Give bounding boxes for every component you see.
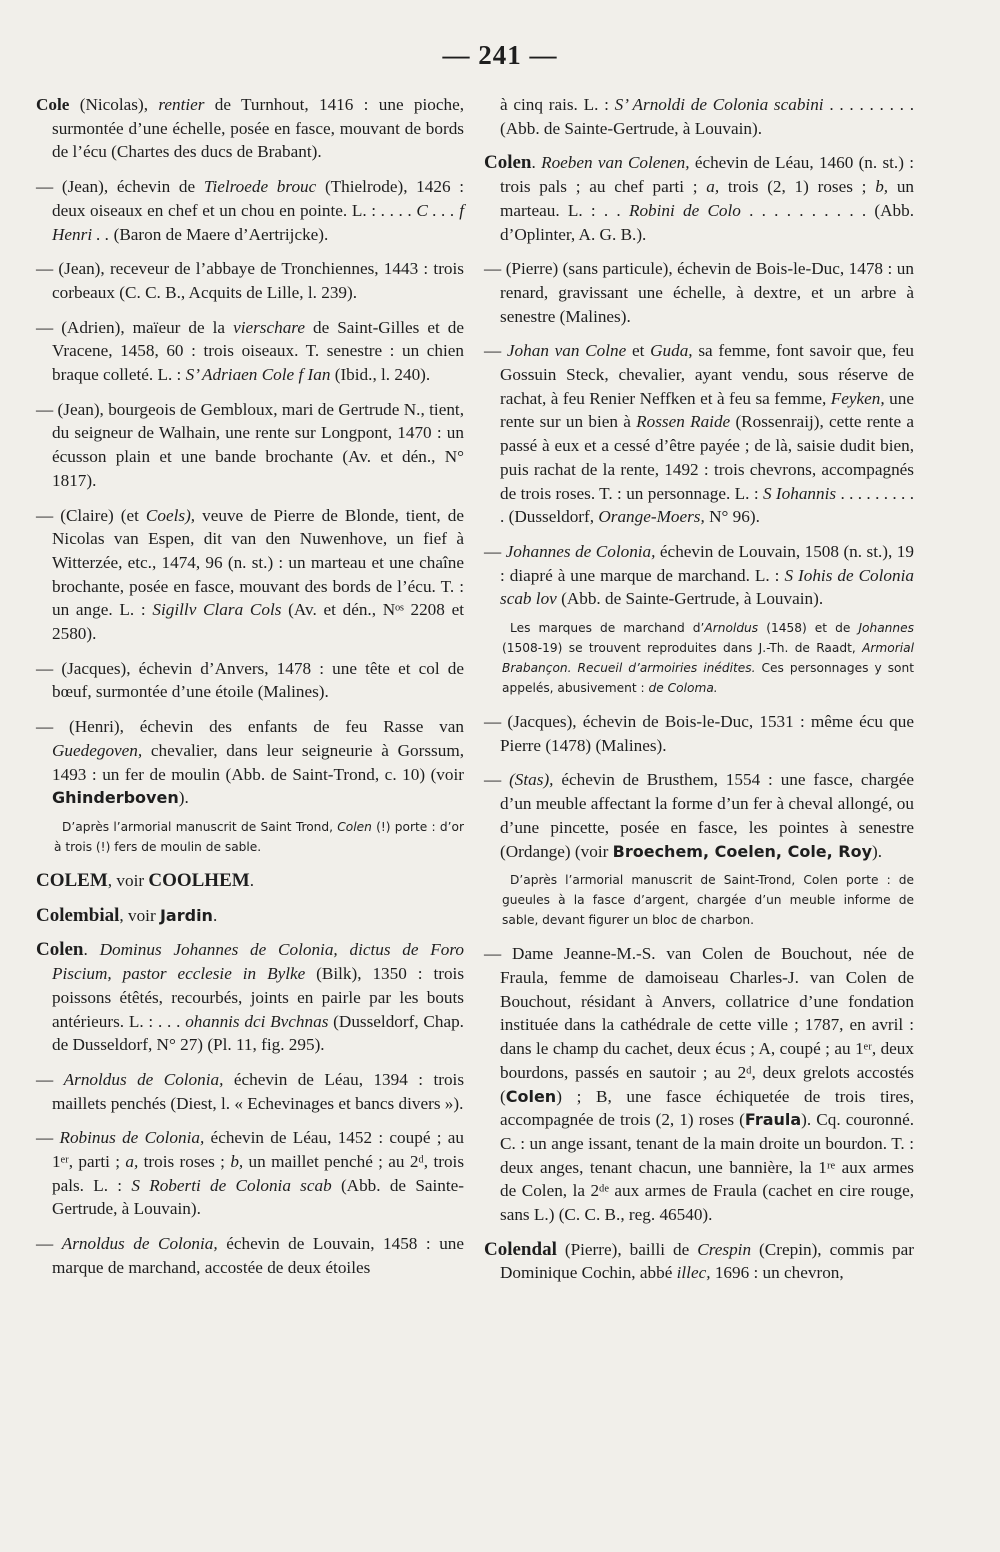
entry-text: a,	[125, 1152, 139, 1172]
entry-text: et	[626, 341, 651, 361]
entry-text: —	[484, 341, 507, 361]
cross-reference: Broechem, Coelen, Cole, Roy	[612, 841, 873, 861]
entry-text: S Iohannis	[762, 483, 837, 503]
entry-text: illec,	[676, 1263, 711, 1283]
dictionary-entry	[36, 715, 464, 810]
entry-text: Feyken,	[830, 388, 885, 408]
footnote	[502, 618, 914, 698]
footnote	[54, 817, 464, 857]
dictionary-entry	[484, 540, 914, 611]
entry-text: S Iohis de Colonia scab lov	[500, 565, 914, 609]
entry-text: de Coloma.	[648, 681, 718, 696]
dictionary-entry	[36, 504, 464, 646]
entry-text: Robinus de Colonia,	[59, 1128, 205, 1148]
dictionary-entry	[36, 1232, 464, 1279]
entry-text: , voir	[119, 905, 160, 925]
entry-text: b,	[230, 1152, 244, 1172]
entry-text: Johan van Colne	[506, 341, 627, 361]
entry-text: une rente sur un bien à	[500, 388, 915, 432]
entry-text: Roeben van Colenen,	[541, 153, 690, 173]
entry-text: sa femme, font savoir que, feu Gossuin Steck, chevalier, ayant vendu, sous réserve de rachat, à feu Renier Neffken et à feu sa femme,	[500, 341, 915, 408]
left-column	[36, 93, 464, 1291]
entry-text: (1508-19) se trouvent reproduites dans J.-Th. de Raadt,	[502, 641, 863, 656]
entry-text: Johannes de Colonia,	[505, 541, 656, 561]
entry-text: (Stas),	[509, 770, 554, 790]
entry-heading: COLEM	[36, 869, 108, 891]
entry-text: de Turnhout, 1416 : une pioche, surmontée d’une échelle, posée en fasce, mouvant de bords de l’écu (Chartes des ducs de Brabant).	[52, 95, 464, 162]
entry-text: (Crepin), commis par Dominique Cochin, abbé	[500, 1239, 914, 1283]
cross-reference: Fraula	[744, 1110, 802, 1130]
entry-text: 1696 : un chevron,	[710, 1263, 844, 1283]
entry-text: b,	[875, 177, 889, 197]
dictionary-entry	[484, 257, 914, 328]
dictionary-entry	[484, 1238, 914, 1285]
entry-text: Tielroede brouc	[203, 177, 317, 197]
dictionary-entry	[36, 657, 464, 704]
entry-text: ohannis dci Bvchnas	[185, 1011, 329, 1031]
entry-heading: Cole	[36, 95, 70, 114]
entry-text: rentier	[158, 95, 205, 114]
entry-text: —	[36, 1069, 64, 1089]
dictionary-entry	[36, 257, 464, 304]
entry-text: vierschare	[233, 317, 305, 337]
entry-heading: Colen	[36, 939, 84, 961]
entry-text: échevin de Louvain, 1508 (n. st.), 19 : diapré à une marque de marchand. L. :	[500, 541, 914, 585]
entry-text: trois roses ;	[138, 1152, 231, 1172]
entry-heading: Colembial	[36, 904, 120, 926]
entry-text: (Nicolas),	[69, 95, 159, 114]
entry-text: (Baron de Maere d’Aertrijcke).	[109, 224, 329, 244]
entry-text: — (Jacques), échevin de Bois-le-Duc, 1531 : même écu que Pierre (1478) (Malines).	[484, 712, 914, 755]
entry-text: —	[36, 1128, 60, 1148]
dictionary-entry	[484, 339, 914, 529]
entry-text: .	[531, 153, 542, 173]
entry-heading: Colen	[484, 152, 532, 174]
entry-text: , voir	[107, 870, 149, 890]
entry-text: —	[484, 770, 510, 790]
entry-text: — (Jacques), échevin d’Anvers, 1478 : une tête et col de bœuf, surmontée d’une étoile (Malines).	[36, 658, 464, 702]
cross-reference: Ghinderboven	[52, 788, 179, 808]
dictionary-entry	[36, 938, 464, 1057]
dictionary-entry	[484, 151, 914, 246]
cross-reference: Colen	[505, 1086, 557, 1106]
page-number: — 241 —	[442, 40, 558, 70]
entry-text: Ces personnages y sont appelés, abusivement :	[502, 661, 914, 696]
entry-text: — (Claire) (et	[36, 505, 146, 525]
dictionary-entry	[484, 93, 914, 140]
entry-text: D’après l’armorial manuscrit de Saint Trond,	[62, 819, 338, 834]
entry-text: ). Cq. couronné. C. : un ange issant, tenant de la main droite un bourdon. T. : deux anges, tenant chacun, une bannière, la 1ʳᵉ aux armes de Colen, la 2ᵈᵉ aux armes de Fraula (cachet en cire rouge, sans L.) (C. C. B., reg. 46540).	[500, 1110, 915, 1225]
entry-text: échevin de Louvain, 1458 : une marque de marchand, accostée de deux étoiles	[52, 1234, 465, 1277]
entry-text: — (Henri), échevin des enfants de feu Rasse van	[36, 717, 464, 737]
dictionary-entry	[484, 942, 914, 1226]
entry-text: (Abb. de Sainte-Gertrude, à Louvain).	[556, 589, 824, 609]
entry-text: . . . . . . . . . . (Abb. d’Oplinter, A. G. B.).	[500, 200, 914, 244]
entry-text: (Abb. de Sainte-Gertrude, à Louvain).	[52, 1175, 465, 1219]
entry-text: D’après l’armorial manuscrit de Saint-Trond, Colen porte : de gueules à la fasce d’argent, chargée d’un meuble informe de sable, devant figurer un bloc de charbon.	[502, 873, 914, 928]
entry-text: échevin de Léau, 1452 : coupé ; au 1ᵉʳ, parti ;	[52, 1128, 465, 1172]
dictionary-entry	[484, 710, 914, 757]
entry-text: Johannes	[858, 621, 914, 636]
entry-text: (Dusseldorf, Chap. de Dusseldorf, N° 27) (Pl. 11, fig. 295).	[52, 1011, 464, 1055]
entry-text: (Thielrode), 1426 : deux oiseaux en chef et un chou en pointe. L. : . . . .	[52, 177, 464, 220]
dictionary-entry	[36, 1126, 464, 1221]
right-column	[484, 93, 914, 1296]
entry-text: S Roberti de Colonia scab	[131, 1175, 332, 1195]
entry-text: un maillet penché ; au 2ᵈ, trois pals. L. :	[52, 1152, 465, 1195]
entry-text: Arnoldus de Colonia,	[63, 1069, 224, 1089]
entry-text: ) ; B, une fasce échiquetée de trois tires, accompagnée de trois (2, 1) roses (	[500, 1086, 914, 1130]
entry-text: à cinq rais. L. :	[500, 95, 615, 114]
dictionary-entry	[36, 869, 464, 893]
entry-heading: COOLHEM	[148, 869, 250, 891]
dictionary-entry	[36, 398, 464, 493]
entry-text: —	[484, 541, 506, 561]
entry-text: .	[83, 940, 100, 960]
entry-text: —	[36, 1234, 62, 1254]
entry-text: Armorial Brabançon. Recueil d’armoiries inédites.	[502, 641, 914, 676]
entry-text: — (Jean), receveur de l’abbaye de Tronchiennes, 1443 : trois corbeaux (C. C. B., Acquits de Lille, l. 239).	[36, 259, 464, 302]
entry-text: (Pierre), bailli de	[556, 1239, 698, 1259]
entry-text: S’ Adriaen Cole f Ian	[185, 365, 331, 385]
entry-text: Coels),	[145, 505, 196, 525]
entry-text: Arnoldus de Colonia,	[61, 1234, 218, 1254]
entry-text: ).	[872, 841, 883, 861]
entry-text: (Rossenraij), cette rente a passé à eux et a cessé d’être payée ; de là, saisie dudit bien, puis rachat de la rente, 1492 : trois chevrons, accompagnés de trois roses. T. : un personnage. L. :	[500, 412, 914, 503]
entry-text: a,	[706, 177, 720, 197]
entry-text: (1458) et de	[758, 621, 859, 636]
dictionary-entry	[36, 1068, 464, 1115]
entry-text: Crespin	[697, 1239, 752, 1259]
entry-text: échevin de Léau, 1460 (n. st.) : trois pals ; au chef parti ;	[500, 153, 914, 197]
entry-text: un marteau. L. : . .	[500, 177, 915, 220]
entry-text: Robini de Colo	[628, 200, 741, 220]
entry-text: Guda,	[650, 341, 693, 361]
entry-text: Colen	[337, 819, 372, 834]
entry-text: Sigillv Clara Cols	[152, 600, 282, 620]
dictionary-entry	[36, 93, 464, 164]
entry-text: S’ Arnoldi de Colonia scabini	[614, 95, 824, 114]
entry-text: Les marques de marchand d’	[510, 621, 705, 636]
entry-heading: Colendal	[484, 1238, 557, 1260]
entry-text: C . . . f Henri . .	[52, 200, 464, 244]
entry-text: (Bilk), 1350 : trois poissons étêtés, recourbés, joints en pairle par les bouts antérieurs. L. : . . .	[52, 964, 465, 1031]
entry-text: (Ibid., l. 240).	[330, 365, 431, 385]
entry-text: N° 96).	[704, 507, 760, 527]
dictionary-entry	[36, 904, 464, 928]
entry-text: — (Jean), bourgeois de Gembloux, mari de Gertrude N., tient, du seigneur de Walhain, une rente sur Longpont, 1470 : un écusson plain et une bande brochante (Av. et dén., N° 1817).	[36, 399, 464, 490]
dictionary-entry	[484, 768, 914, 863]
entry-text: — Dame Jeanne-M.-S. van Colen de Bouchout, née de Fraula, femme de damoiseau Charles-J. van Colen de Bouchout, résidant à Anvers, collatrice d’une fondation instituée dans la cathédrale de cette ville ; 1787, en avril : dans le champ du cachet, deux écus ; A, coupé ; au 1ᵉʳ, deux bourdons, passés en sautoir ; au 2ᵈ, deux grelots accostés (	[484, 944, 914, 1106]
entry-text: trois (2, 1) roses ;	[719, 177, 876, 197]
entry-text: — (Jean), échevin de	[36, 177, 204, 197]
entry-text: — (Adrien), maïeur de la	[36, 317, 234, 337]
entry-text: chevalier, dans leur seigneurie à Gorssum, 1493 : un fer de moulin (Abb. de Saint-Trond, c. 10) (voir	[52, 740, 464, 784]
entry-text: (!) porte : d’or à trois (!) fers de moulin de sable.	[54, 819, 464, 854]
entry-text: Arnoldus	[704, 621, 759, 636]
entry-text: Guedegoven,	[52, 740, 143, 760]
dictionary-entry	[36, 175, 464, 246]
entry-text: .	[212, 905, 218, 925]
dictionary-entry	[36, 316, 464, 387]
entry-text: de Saint-Gilles et de Vracene, 1458, 60 : trois oiseaux. T. senestre : un chien braque colleté. L. :	[52, 317, 464, 385]
entry-text: ).	[178, 788, 189, 808]
entry-text: .	[249, 870, 254, 890]
entry-text: (Av. et dén., Nᵒˢ 2208 et 2580).	[52, 600, 464, 644]
entry-text: Rossen Raide	[636, 412, 731, 432]
cross-reference: Jardin	[159, 905, 213, 925]
entry-text: Orange-Moers,	[598, 507, 705, 527]
entry-text: . . . . . . . . . . (Dusseldorf,	[500, 483, 915, 527]
entry-text: . . . . . . . . . (Abb. de Sainte-Gertrude, à Louvain).	[500, 95, 915, 138]
footnote	[502, 870, 914, 930]
entry-text: Dominus Johannes de Colonia, dictus de Foro Piscium, pastor ecclesie in Bylke	[52, 940, 464, 984]
entry-text: échevin de Brusthem, 1554 : une fasce, chargée d’un meuble affectant la forme d’un fer à cheval allongé, ou d’une pincette, posée en fasce, les pointes à senestre (Ordange) (voir	[500, 770, 915, 861]
entry-text: échevin de Léau, 1394 : trois maillets penchés (Diest, l. « Echevinages et bancs divers »).	[52, 1069, 465, 1113]
entry-text: — (Pierre) (sans particule), échevin de Bois-le-Duc, 1478 : un renard, gravissant une échelle, à dextre, et un arbre à senestre (Malines).	[484, 259, 914, 326]
entry-text: veuve de Pierre de Blonde, tient, de Nicolas van Espen, dit van den Nuwenhove, un fief à Witterzée, etc., 1474, 96 (n. st.) : un marteau et une chaîne brochante, posée en fasce, mouvant des bords de l’écu. T. : un ange. L. :	[52, 505, 464, 620]
